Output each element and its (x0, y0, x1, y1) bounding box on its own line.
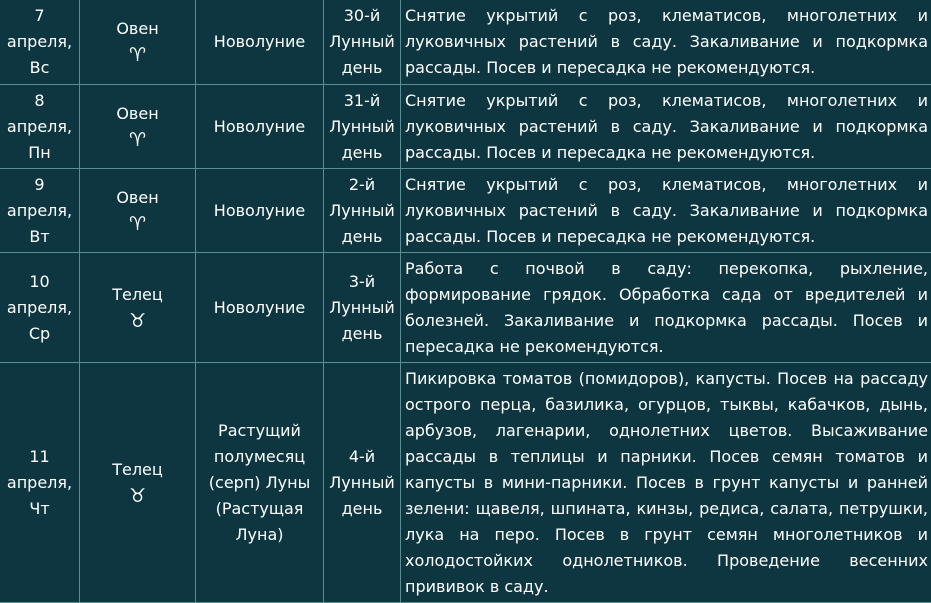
lunar-day-cell (324, 85, 401, 169)
weekday: Чт (4, 496, 75, 522)
zodiac-cell (80, 0, 196, 85)
moon-phase-cell: Новолуние (196, 85, 324, 169)
lunar-day-unit: день (328, 55, 396, 81)
lunar-day-word: Лунный (328, 295, 396, 321)
day-number: 10 (4, 269, 75, 295)
table-row (0, 253, 931, 363)
day-number: 11 (4, 444, 75, 470)
garden-work-cell: Пикировка томатов (помидоров), капусты. Посев на рассаду острого перца, базилика, огурцов, тыквы, кабачков, дынь, арбузов, лагенарии, однолетних цветов. Высаживание рассады в теплицы и парники. Посев семян томатов и капусты в мини-парники. Посев в грунт капусты и ранней зелени: щавеля, шпината, кинзы, редиса, салата, петрушки, лука на перо. Посев в грунт семян многолетников и холодостойких однолетников. Проведение весенних прививок в саду. (401, 363, 931, 603)
date-cell (0, 253, 80, 363)
lunar-day-cell (324, 253, 401, 363)
lunar-day-cell (324, 0, 401, 85)
zodiac-sign-name: Овен (84, 185, 191, 211)
moon-phase-cell: Новолуние (196, 0, 324, 85)
lunar-day-unit: день (328, 321, 396, 347)
table-row (0, 169, 931, 253)
garden-work-cell: Снятие укрытий с роз, клематисов, многолетних и луковичных растений в саду. Закаливание и подкормка рассады. Посев и пересадка не рекомендуются. (401, 0, 931, 85)
weekday: Вт (4, 224, 75, 250)
date-cell (0, 169, 80, 253)
zodiac-cell (80, 253, 196, 363)
zodiac-cell (80, 85, 196, 169)
table-row (0, 0, 931, 85)
day-number: 9 (4, 172, 75, 198)
month: апреля, (4, 295, 75, 321)
table-row (0, 363, 931, 603)
zodiac-sign-name: Овен (84, 16, 191, 42)
lunar-day-word: Лунный (328, 470, 396, 496)
garden-work-cell: Снятие укрытий с роз, клематисов, многолетних и луковичных растений в саду. Закаливание и подкормка рассады. Посев и пересадка не рекомендуются. (401, 169, 931, 253)
month: апреля, (4, 114, 75, 140)
lunar-day-cell (324, 363, 401, 603)
lunar-day-word: Лунный (328, 114, 396, 140)
lunar-day-unit: день (328, 224, 396, 250)
zodiac-sign-name: Телец (84, 457, 191, 483)
garden-work-cell: Снятие укрытий с роз, клематисов, многолетних и луковичных растений в саду. Закаливание и подкормка рассады. Посев и пересадка не рекомендуются. (401, 85, 931, 169)
aries-icon: ♈ (84, 211, 191, 237)
aries-icon: ♈ (84, 127, 191, 153)
lunar-day-cell (324, 169, 401, 253)
lunar-day-number: 2-й (328, 172, 396, 198)
aries-icon: ♈ (84, 42, 191, 68)
zodiac-cell (80, 169, 196, 253)
lunar-day-number: 3-й (328, 269, 396, 295)
lunar-day-unit: день (328, 140, 396, 166)
weekday: Вс (4, 55, 75, 81)
month: апреля, (4, 470, 75, 496)
month: апреля, (4, 29, 75, 55)
day-number: 7 (4, 3, 75, 29)
zodiac-sign-name: Телец (84, 282, 191, 308)
date-cell (0, 363, 80, 603)
lunar-day-unit: день (328, 496, 396, 522)
day-number: 8 (4, 88, 75, 114)
moon-phase-cell: Новолуние (196, 253, 324, 363)
lunar-day-number: 30-й (328, 3, 396, 29)
lunar-day-word: Лунный (328, 29, 396, 55)
weekday: Ср (4, 321, 75, 347)
month: апреля, (4, 198, 75, 224)
garden-work-cell: Работа с почвой в саду: перекопка, рыхление, формирование грядок. Обработка сада от вредителей и болезней. Закаливание и подкормка рассады. Посев и пересадка не рекомендуются. (401, 253, 931, 363)
date-cell (0, 0, 80, 85)
lunar-day-number: 31-й (328, 88, 396, 114)
taurus-icon: ♉ (84, 308, 191, 334)
weekday: Пн (4, 140, 75, 166)
moon-phase-cell: Новолуние (196, 169, 324, 253)
date-cell (0, 85, 80, 169)
table-row (0, 85, 931, 169)
lunar-day-number: 4-й (328, 444, 396, 470)
zodiac-sign-name: Овен (84, 101, 191, 127)
taurus-icon: ♉ (84, 483, 191, 509)
lunar-day-word: Лунный (328, 198, 396, 224)
moon-phase-cell: Растущий полумесяц (серп) Луны (Растущая Луна) (196, 363, 324, 603)
zodiac-cell (80, 363, 196, 603)
